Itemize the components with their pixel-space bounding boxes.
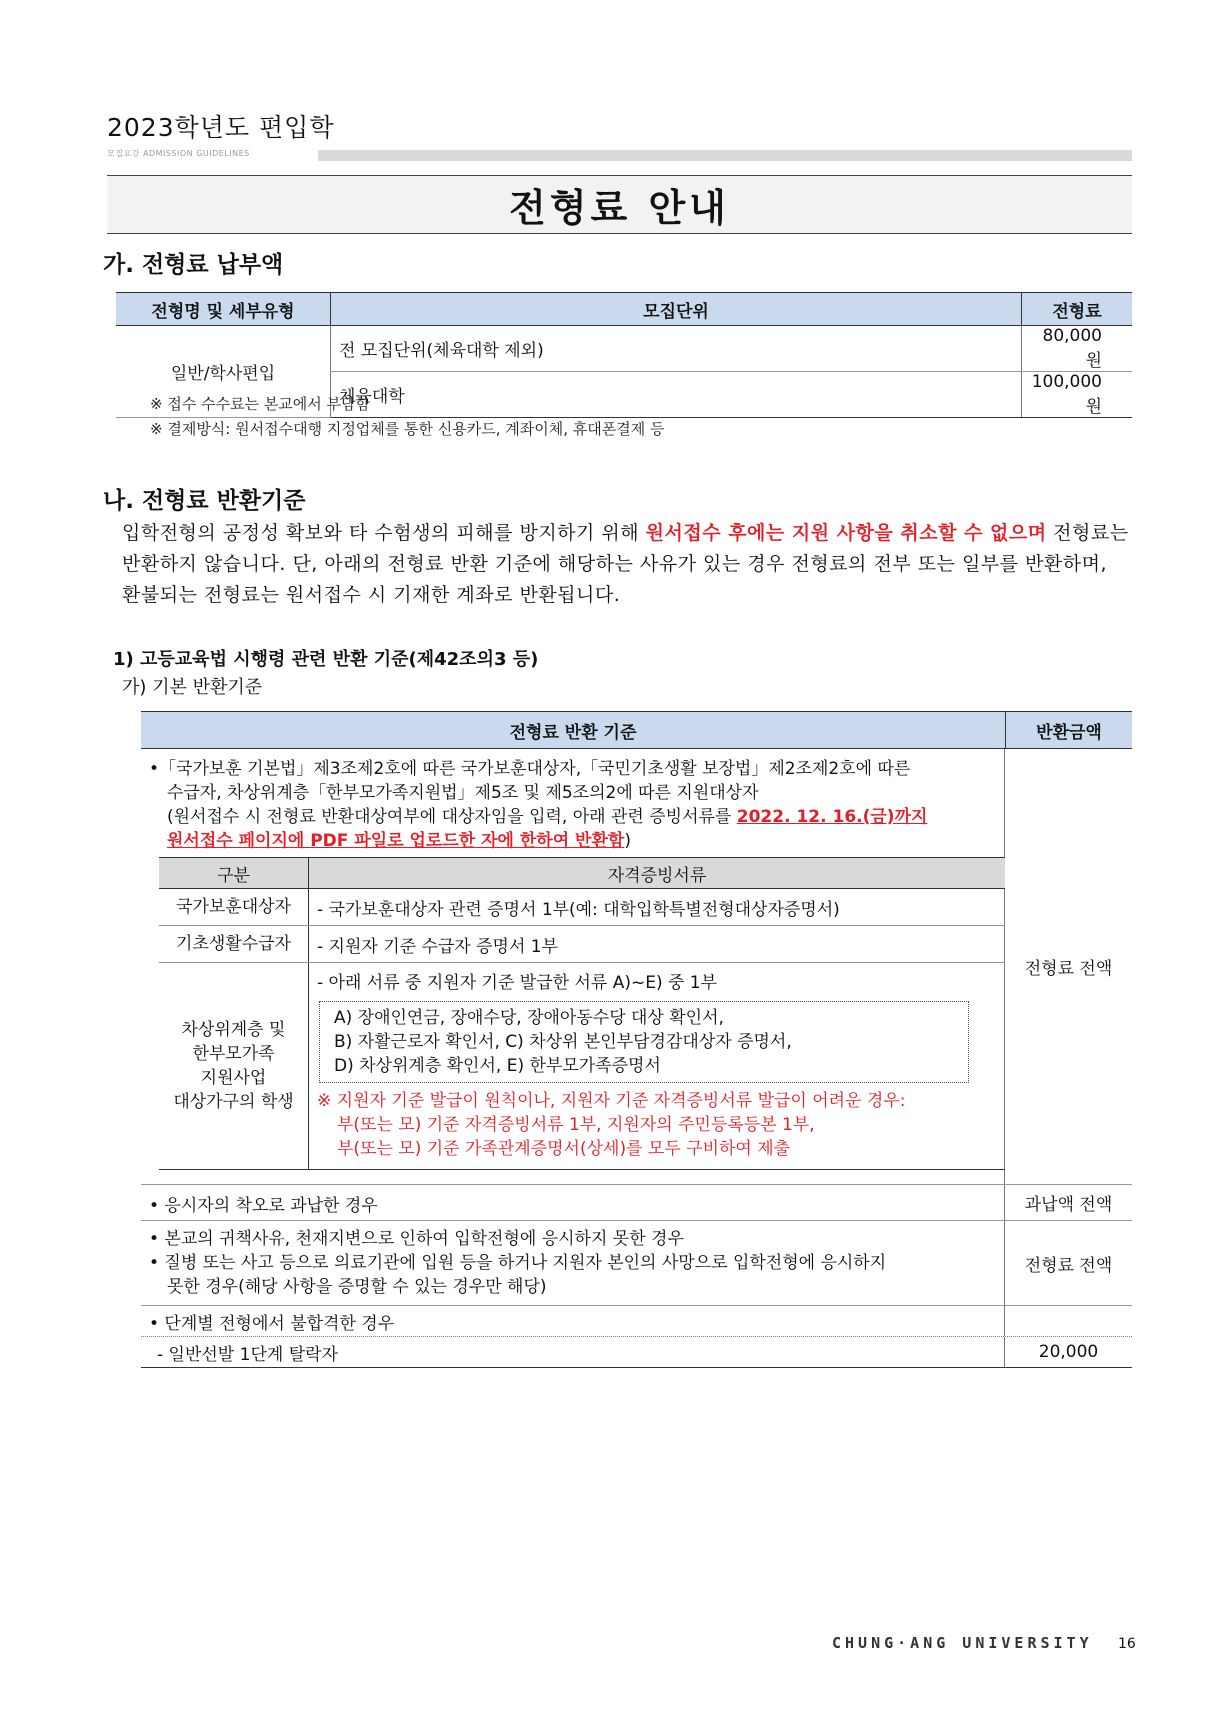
doc-line: - 아래 서류 중 지원자 기준 발급한 서류 A)~E) 중 1부: [317, 973, 718, 993]
doc-cell: - 국가보훈대상자 관련 증명서 1부(예: 대학입학특별전형대상자증명서): [309, 889, 1006, 926]
doc-cell: [309, 963, 1006, 1170]
exception-line: 부(또는 모) 기준 자격증빙서류 1부, 지원자의 주민등록등본 1부,: [337, 1115, 815, 1135]
header-bar: [318, 150, 1132, 161]
fee-header-unit: 모집단위: [331, 293, 1022, 326]
page-title-box: [107, 175, 1132, 234]
table-row: [141, 1185, 1132, 1221]
section-a-title: 가. 전형료 납부액: [103, 252, 284, 278]
fee-type-cell: 일반/학사편입: [116, 326, 331, 418]
refund-criteria-cell: [141, 1221, 1005, 1305]
category-line: 지원사업: [200, 1068, 267, 1088]
note-line: ※ 결제방식: 원서접수대행 지정업체를 통한 신용카드, 계좌이체, 휴대폰결제 등: [150, 420, 665, 438]
document-table: [159, 857, 1005, 1170]
refund-table: [141, 711, 1132, 1368]
fee-header-type: 전형명 및 세부유형: [116, 293, 331, 326]
fee-amount-cell: 100,000원: [1022, 372, 1133, 418]
table-row: [141, 1221, 1132, 1306]
exception-line: 부(또는 모) 기준 가족관계증명서(상세)를 모두 구비하여 제출: [337, 1139, 791, 1159]
criteria-line: • 본교의 귀책사유, 천재지변으로 인하여 입학전형에 응시하지 못한 경우: [149, 1229, 684, 1249]
criteria-text: (원서접수 시 전형료 반환대상여부에 대상자임을 입력, 아래 관련 증빙서류를: [167, 807, 737, 827]
doc-header-category: 구분: [159, 858, 309, 889]
table-row: [141, 1336, 1132, 1368]
criteria-line: 못한 경우(해당 사항을 증명할 수 있는 경우만 해당): [167, 1277, 547, 1297]
page-number: 16: [1118, 1636, 1136, 1652]
table-row: [159, 963, 1005, 1170]
criteria-line: 수급자, 차상위계층「한부모가족지원법」제5조 및 제5조의2에 따른 지원대상자: [167, 783, 759, 803]
note-line: ※ 접수 수수료는 본교에서 부담함: [150, 395, 371, 413]
refund-criteria-cell: - 일반선발 1단계 탈락자: [141, 1337, 1005, 1367]
criteria-text: ): [624, 831, 631, 851]
criteria-line: [149, 805, 996, 829]
para-text: 입학전형의 공정성 확보와 타 수험생의 피해를 방지하기 위해: [122, 522, 646, 544]
refund-amount-cell: 전형료 전액: [1024, 959, 1113, 979]
header-title: 2023학년도 편입학: [107, 113, 335, 142]
document-option: A) 장애인연금, 장애수당, 장애아동수당 대상 확인서,: [334, 1008, 724, 1028]
table-row: [159, 889, 1005, 926]
section-b-title: 나. 전형료 반환기준: [103, 488, 306, 514]
refund-amount-cell: 전형료 전액: [1024, 1255, 1113, 1276]
table-row: [159, 926, 1005, 963]
refund-amount-cell: 과납액 전액: [1024, 1195, 1113, 1215]
university-logo: CHUNG·ANG UNIVERSITY: [832, 1634, 1093, 1652]
page-title: 전형료 안내: [509, 186, 730, 230]
para-red-text: 원서접수 후에는 지원 사항을 취소할 수 없으며: [645, 522, 1047, 544]
document-table-header: [159, 858, 1005, 889]
criteria-line: •「국가보훈 기본법」제3조제2호에 따른 국가보훈대상자,「국민기초생활 보장법」제2조제2호에 따른: [149, 759, 911, 779]
document-option: B) 자활근로자 확인서, C) 차상위 본인부담경감대상자 증명서,: [334, 1032, 792, 1052]
refund-criteria-cell: • 단계별 전형에서 불합격한 경우: [141, 1306, 1005, 1336]
sub-heading: 1) 고등교육법 시행령 관련 반환 기준(제42조의3 등): [113, 649, 539, 670]
refund-table-header: [141, 712, 1132, 749]
fee-unit-cell: 전 모집단위(체육대학 제외): [331, 326, 1022, 372]
document-option: D) 차상위계층 확인서, E) 한부모가족증명서: [334, 1056, 661, 1076]
category-line: 대상가구의 학생: [173, 1092, 294, 1112]
table-row: [141, 1306, 1132, 1336]
fee-table-header: [116, 293, 1132, 326]
doc-category-cell: 기초생활수급자: [159, 926, 309, 963]
criteria-line: [149, 829, 996, 853]
exception-note: [317, 1089, 997, 1161]
table-row: [141, 749, 1132, 1185]
doc-header-documents: 자격증빙서류: [309, 858, 1006, 889]
refund-header-criteria: 전형료 반환 기준: [141, 712, 1006, 748]
refund-amount-cell: 20,000: [1038, 1342, 1099, 1362]
header-subtitle: 모집요강 ADMISSION GUIDELINES: [107, 149, 250, 158]
fee-unit-cell: 체육대학: [331, 372, 1022, 418]
refund-amount-cell: [1005, 1306, 1132, 1336]
fee-header-fee: 전형료: [1022, 293, 1133, 326]
exception-line: ※ 지원자 기준 발급이 원칙이나, 지원자 기준 자격증빙서류 발급이 어려운 경우:: [317, 1091, 906, 1111]
para-text: 전형료는 반환하지 않습니다. 단, 아래의 전형료 반환 기준에 해당하는 사유가 있는 경우 전형료의 전부 또는 일부를 반환하며, 환불되는 전형료는 원서접수 시 기재한 계좌로 반환됩니다.: [122, 522, 1129, 606]
category-line: 한부모가족: [192, 1044, 275, 1064]
category-line: 차상위계층 및: [181, 1020, 286, 1040]
refund-header-amount: 반환금액: [1036, 722, 1102, 743]
deadline-text: 2022. 12. 16.(금)까지: [736, 807, 928, 827]
doc-category-cell: 국가보훈대상자: [159, 889, 309, 926]
refund-criteria-cell: • 응시자의 착오로 과납한 경우: [141, 1185, 1005, 1220]
document-list-box: [319, 1001, 969, 1083]
upload-condition-text: 원서접수 페이지에 PDF 파일로 업로드한 자에 한하여 반환함: [167, 831, 625, 851]
refund-paragraph: [122, 518, 1132, 611]
table-row: [116, 326, 1132, 372]
criteria-line: • 질병 또는 사고 등으로 의료기관에 입원 등을 하거나 지원자 본인의 사망으로 입학전형에 응시하지: [149, 1253, 887, 1273]
refund-criteria-cell: [141, 749, 1005, 1184]
sub-heading-2: 가) 기본 반환기준: [122, 677, 263, 698]
fee-amount-cell: 80,000원: [1022, 326, 1133, 372]
doc-category-cell: [159, 963, 309, 1170]
doc-cell: - 지원자 기준 수급자 증명서 1부: [309, 926, 1006, 963]
